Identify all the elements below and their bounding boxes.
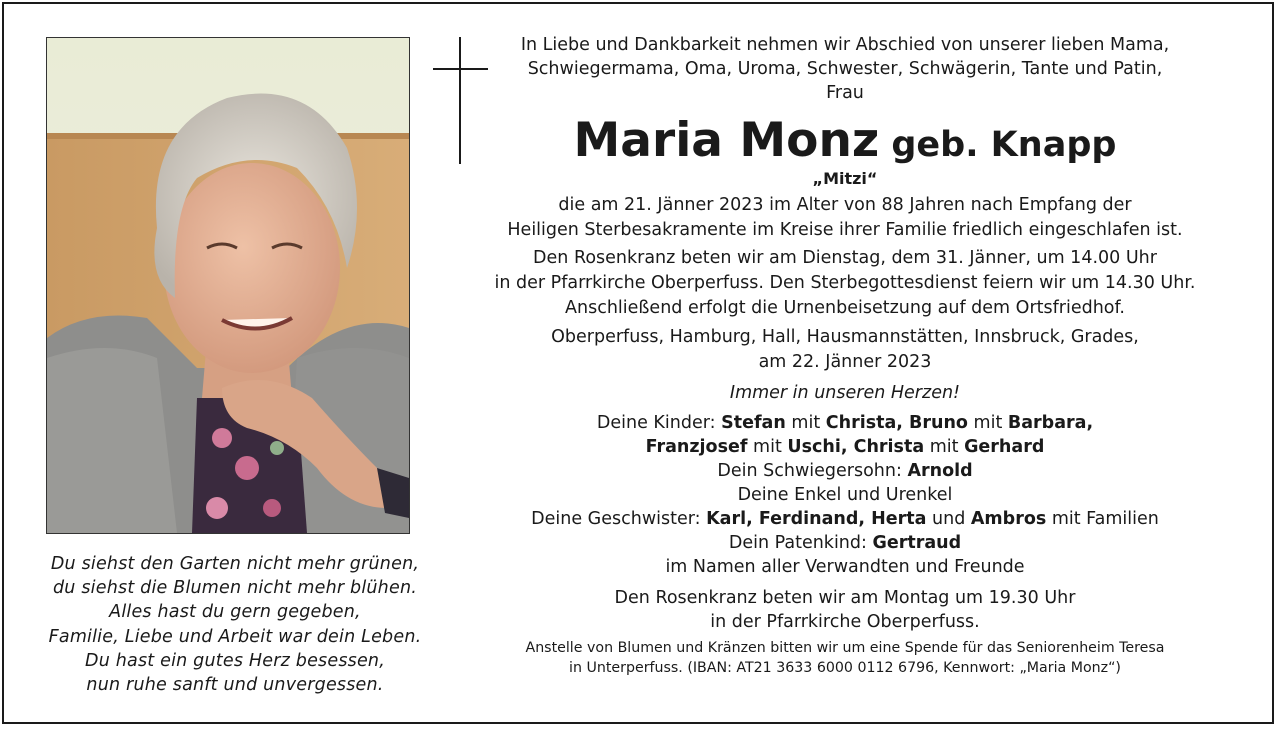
sibling-names: Karl, Ferdinand, Herta: [706, 509, 927, 529]
death-line: die am 21. Jänner 2023 im Alter von 88 Jahren nach Empfang der: [558, 195, 1132, 215]
place-line: Oberperfuss, Hamburg, Hall, Hausmannstätten, Innsbruck, Grades,: [551, 327, 1139, 347]
godchild-line: [440, 531, 1250, 555]
service-line: Anschließend erfolgt die Urnenbeisetzung auf dem Ortsfriedhof.: [565, 298, 1125, 318]
rosary-line: in der Pfarrkirche Oberperfuss.: [710, 612, 980, 632]
service-text: [440, 246, 1250, 321]
donation-line: Anstelle von Blumen und Kränzen bitten wir um eine Spende für das Seniorenheim Teresa: [525, 640, 1165, 656]
notice-text: [440, 33, 1250, 678]
children-line-2: [440, 435, 1250, 459]
intro-line: Frau: [826, 83, 864, 103]
word: mit: [791, 413, 821, 433]
donation-line: in Unterperfuss. (IBAN: AT21 3633 6000 0112 6796, Kennwort: „Maria Monz“): [569, 660, 1121, 676]
service-line: in der Pfarrkirche Oberperfuss. Den Sterbegottesdienst feiern wir um 14.30 Uhr.: [494, 273, 1196, 293]
portrait-photo: [46, 37, 410, 534]
word: mit Familien: [1051, 509, 1159, 529]
child-name: Christa, Bruno: [825, 413, 968, 433]
soninlaw-name: Arnold: [907, 461, 973, 481]
nickname: „Mitzi“: [812, 169, 878, 188]
child-name: Barbara,: [1007, 413, 1094, 433]
poem-line: Familie, Liebe und Arbeit war dein Leben.: [48, 626, 422, 647]
service-line: Den Rosenkranz beten wir am Dienstag, dem 31. Jänner, um 14.00 Uhr: [533, 248, 1157, 268]
child-name: Stefan: [721, 413, 786, 433]
word: und: [932, 509, 966, 529]
siblings-line: [440, 507, 1250, 531]
grandchildren-line: Deine Enkel und Urenkel: [737, 485, 953, 505]
intro-line: In Liebe und Dankbarkeit nehmen wir Abschied von unserer lieben Mama,: [520, 35, 1170, 55]
sibling-name: Ambros: [970, 509, 1047, 529]
word: mit: [753, 437, 782, 457]
poem-line: Du siehst den Garten nicht mehr grünen,: [50, 554, 420, 574]
soninlaw-line: [440, 459, 1250, 483]
rosary-text: [440, 586, 1250, 634]
others-line: im Namen aller Verwandten und Freunde: [665, 557, 1025, 577]
poem-line: du siehst die Blumen nicht mehr blühen.: [53, 578, 417, 599]
intro-line: Schwiegermama, Oma, Uroma, Schwester, Schwägerin, Tante und Patin,: [527, 59, 1163, 79]
birth-name: geb. Knapp: [891, 125, 1117, 165]
child-name: Gerhard: [964, 437, 1045, 457]
death-text: [440, 193, 1250, 243]
memorial-poem: [20, 552, 450, 697]
rosary-line: Den Rosenkranz beten wir am Montag um 19.30 Uhr: [614, 588, 1076, 608]
motto: Immer in unseren Herzen!: [729, 383, 961, 403]
deceased-name: [440, 111, 1250, 171]
date-line: am 22. Jänner 2023: [758, 352, 932, 372]
place-date: [440, 325, 1250, 375]
intro-text: [440, 33, 1250, 105]
full-name: Maria Monz: [573, 113, 880, 168]
poem-line: Du hast ein gutes Herz besessen,: [85, 650, 385, 671]
poem-line: Alles hast du gern gegeben,: [109, 602, 361, 623]
child-name: Franzjosef: [645, 437, 748, 457]
godchild-label: Dein Patenkind:: [728, 533, 867, 553]
children-label: Deine Kinder:: [596, 413, 716, 433]
soninlaw-label: Dein Schwiegersohn:: [717, 461, 902, 481]
death-line: Heiligen Sterbesakramente im Kreise ihrer Familie friedlich eingeschlafen ist.: [507, 220, 1183, 240]
child-name: Uschi, Christa: [787, 437, 925, 457]
siblings-label: Deine Geschwister:: [531, 509, 701, 529]
family-list: [440, 411, 1250, 579]
poem-line: nun ruhe sanft und unvergessen.: [86, 675, 384, 696]
donation-text: [440, 638, 1250, 678]
word: mit: [929, 437, 959, 457]
children-line-1: [440, 411, 1250, 435]
word: mit: [973, 413, 1003, 433]
godchild-name: Gertraud: [872, 533, 962, 553]
